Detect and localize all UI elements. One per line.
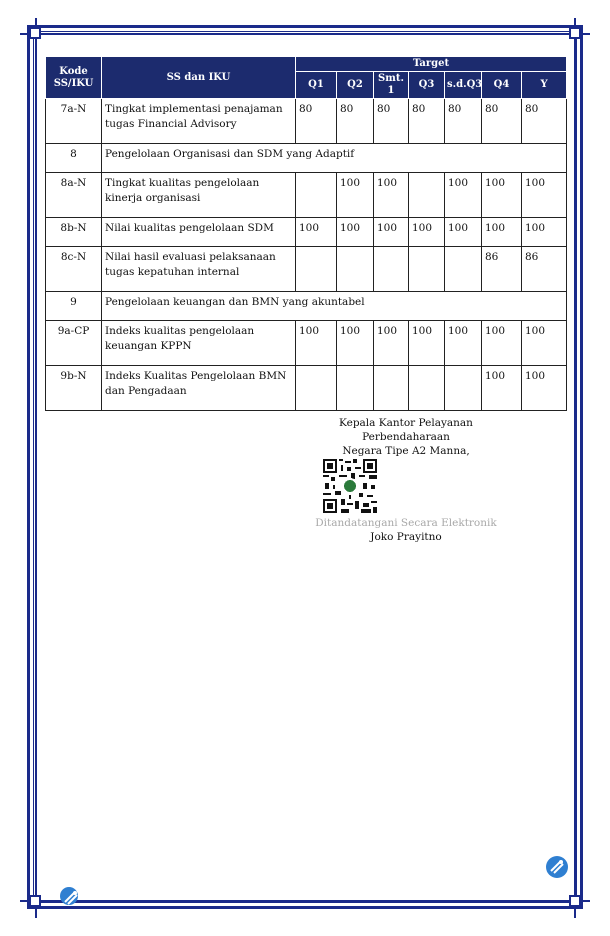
iku-target-table (45, 56, 567, 411)
row-code: 9b-N (46, 366, 102, 411)
border-rule-left (35, 18, 37, 918)
table-row (46, 173, 567, 218)
value-q3: 100 (409, 321, 445, 366)
value-q3 (409, 247, 445, 292)
header-ss-iku: SS dan IKU (102, 57, 296, 99)
qr-code-icon (323, 459, 377, 513)
signature-title (300, 416, 512, 458)
value-y: 100 (522, 321, 567, 366)
value-y: 100 (522, 366, 567, 411)
row-name: Tingkat kualitas pengelolaan kinerja organisasi (102, 173, 296, 218)
value-smt1 (374, 366, 409, 411)
value-sdq3: 100 (445, 218, 482, 247)
value-sdq3: 100 (445, 321, 482, 366)
header-smt1: Smt. 1 (374, 72, 409, 99)
value-y: 86 (522, 247, 567, 292)
row-name: Indeks kualitas pengelolaan keuangan KPPN (102, 321, 296, 366)
kemenkeu-logo-icon (60, 887, 78, 905)
value-q1: 80 (296, 99, 337, 144)
value-y: 100 (522, 218, 567, 247)
value-q2 (337, 366, 374, 411)
value-q2: 80 (337, 99, 374, 144)
value-q4: 86 (482, 247, 522, 292)
value-y: 80 (522, 99, 567, 144)
row-name: Nilai hasil evaluasi pelaksanaan tugas kepatuhan internal (102, 247, 296, 292)
header-q3: Q3 (409, 72, 445, 99)
value-q2: 100 (337, 321, 374, 366)
row-code: 7a-N (46, 99, 102, 144)
value-sdq3 (445, 247, 482, 292)
value-sdq3: 80 (445, 99, 482, 144)
border-corner-br (569, 895, 581, 907)
value-q1 (296, 366, 337, 411)
row-name: Pengelolaan Organisasi dan SDM yang Adaptif (102, 144, 567, 173)
value-sdq3: 100 (445, 173, 482, 218)
border-rule-right (574, 18, 576, 918)
signer-name: Joko Prayitno (370, 531, 442, 543)
electronic-signature-note: Ditandatangani Secara Elektronik (315, 517, 497, 529)
border-rule-top (20, 33, 590, 35)
value-q1 (296, 173, 337, 218)
value-smt1: 80 (374, 99, 409, 144)
row-code: 8c-N (46, 247, 102, 292)
border-corner-tl (29, 27, 41, 39)
table-row (46, 99, 567, 144)
signature-title-line1: Kepala Kantor Pelayanan Perbendaharaan (339, 417, 473, 443)
value-smt1: 100 (374, 218, 409, 247)
row-name: Nilai kualitas pengelolaan SDM (102, 218, 296, 247)
row-code: 9a-CP (46, 321, 102, 366)
header-kode: Kode SS/IKU (46, 57, 102, 99)
value-q3: 80 (409, 99, 445, 144)
header-y: Y (522, 72, 567, 99)
row-code: 8b-N (46, 218, 102, 247)
row-name: Tingkat implementasi penajaman tugas Financial Advisory (102, 99, 296, 144)
table-row (46, 321, 567, 366)
value-smt1 (374, 247, 409, 292)
value-sdq3 (445, 366, 482, 411)
border-corner-bl (29, 895, 41, 907)
value-y: 100 (522, 173, 567, 218)
row-code: 8 (46, 144, 102, 173)
border-rule-bottom (20, 900, 590, 902)
row-name: Indeks Kualitas Pengelolaan BMN dan Pengadaan (102, 366, 296, 411)
header-q1: Q1 (296, 72, 337, 99)
table-row (46, 218, 567, 247)
value-q4: 100 (482, 173, 522, 218)
value-q4: 100 (482, 218, 522, 247)
value-smt1: 100 (374, 173, 409, 218)
header-target: Target (296, 57, 567, 72)
table-row (46, 366, 567, 411)
value-q1: 100 (296, 218, 337, 247)
row-code: 9 (46, 292, 102, 321)
header-q2: Q2 (337, 72, 374, 99)
header-sdq3: s.d.Q3 (445, 72, 482, 99)
value-q2 (337, 247, 374, 292)
value-q2: 100 (337, 173, 374, 218)
row-code: 8a-N (46, 173, 102, 218)
row-name: Pengelolaan keuangan dan BMN yang akuntabel (102, 292, 567, 321)
table-row-section (46, 292, 567, 321)
value-q4: 100 (482, 321, 522, 366)
value-q4: 80 (482, 99, 522, 144)
table-row-section (46, 144, 567, 173)
header-q4: Q4 (482, 72, 522, 99)
signature-title-line2: Negara Tipe A2 Manna, (342, 445, 470, 457)
value-q3 (409, 366, 445, 411)
kemenkeu-logo-icon (546, 856, 568, 878)
value-q2: 100 (337, 218, 374, 247)
table-row (46, 247, 567, 292)
value-q1: 100 (296, 321, 337, 366)
border-corner-tr (569, 27, 581, 39)
value-smt1: 100 (374, 321, 409, 366)
value-q3 (409, 173, 445, 218)
value-q1 (296, 247, 337, 292)
value-q4: 100 (482, 366, 522, 411)
value-q3: 100 (409, 218, 445, 247)
